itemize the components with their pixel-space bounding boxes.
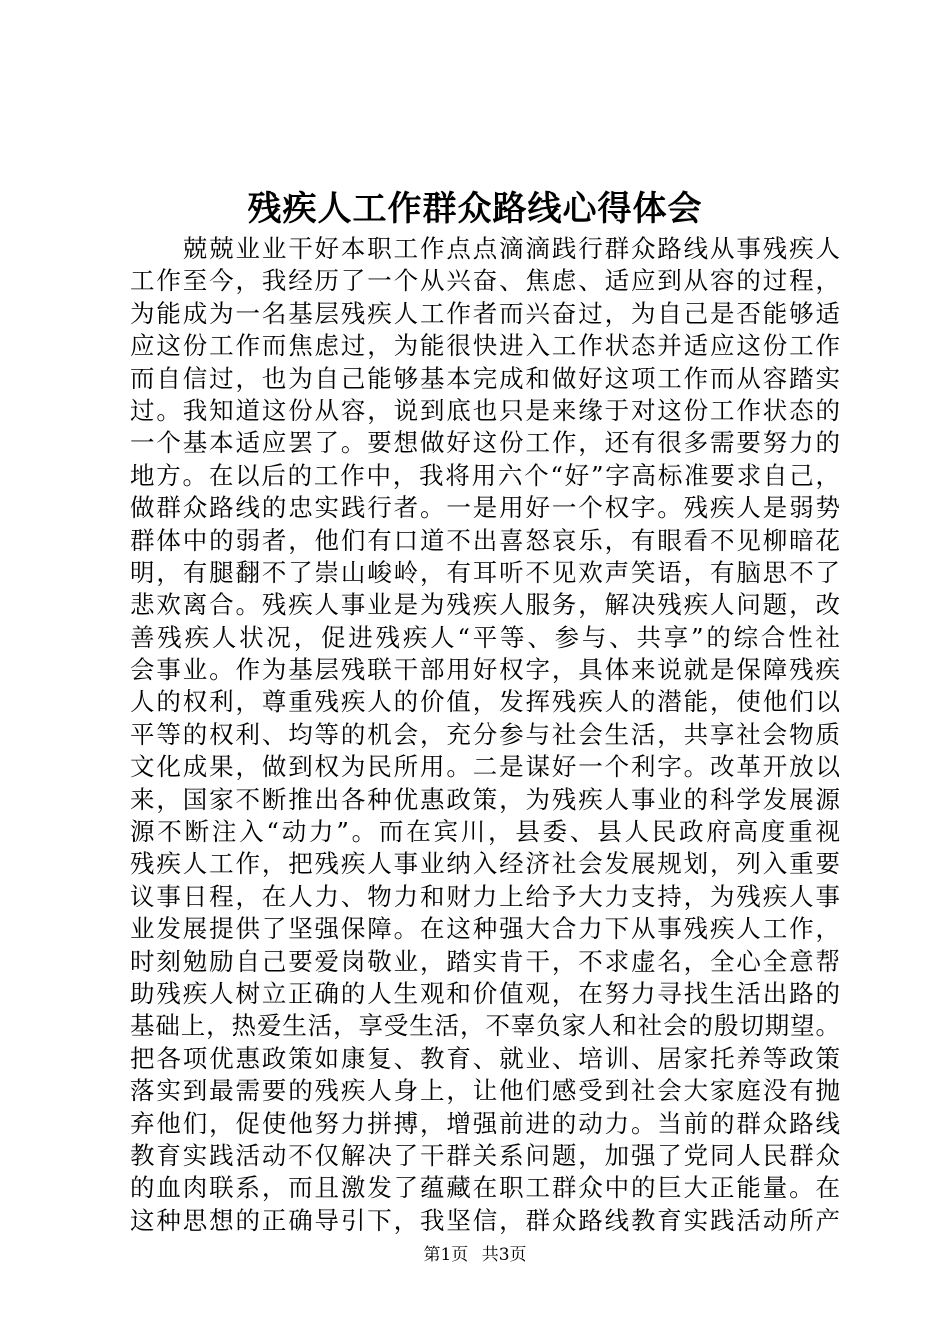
body-line: 平等的权利、均等的机会，充分参与社会生活，共享社会物质 [130,719,840,749]
page-number: 第1页 [423,1245,469,1265]
body-line: 善残疾人状况，促进残疾人“平等、参与、共享”的综合性社 [130,622,840,652]
body-line: 过。我知道这份从容，说到底也只是来缘于对这份工作状态的 [130,395,840,425]
body-line: 这种思想的正确导引下，我坚信，群众路线教育实践活动所产 [130,1205,840,1235]
document-title: 残疾人工作群众路线心得体会 [247,189,703,229]
body-line: 业发展提供了坚强保障。在这种强大合力下从事残疾人工作， [130,914,840,944]
body-line: 悲欢离合。残疾人事业是为残疾人服务，解决残疾人问题，改 [130,590,840,620]
body-line: 残疾人工作，把残疾人事业纳入经济社会发展规划，列入重要 [130,849,840,879]
body-line: 为能成为一名基层残疾人工作者而兴奋过，为自己是否能够适 [130,298,840,328]
body-line: 来，国家不断推出各种优惠政策，为残疾人事业的科学发展源 [130,784,840,814]
body-line: 应这份工作而焦虑过，为能很快进入工作状态并适应这份工作 [130,331,840,361]
body-line: 把各项优惠政策如康复、教育、就业、培训、居家托养等政策 [130,1043,840,1073]
body-line: 做群众路线的忠实践行者。一是用好一个权字。残疾人是弱势 [130,493,840,523]
body-line: 源不断注入“动力”。而在宾川，县委、县人民政府高度重视 [130,817,840,847]
body-line: 而自信过，也为自己能够基本完成和做好这项工作而从容踏实 [130,363,840,393]
body-line: 会事业。作为基层残联干部用好权字，具体来说就是保障残疾 [130,655,840,685]
body-line: 工作至今，我经历了一个从兴奋、焦虑、适应到从容的过程， [130,266,840,296]
body-line: 明，有腿翻不了崇山峻岭，有耳听不见欢声笑语，有脑思不了 [130,557,840,587]
document-body [130,233,840,1237]
body-line: 助残疾人树立正确的人生观和价值观，在努力寻找生活出路的 [130,978,840,1008]
body-line: 时刻勉励自己要爱岗敬业，踏实肯干，不求虚名，全心全意帮 [130,946,840,976]
body-line: 的血肉联系，而且激发了蕴藏在职工群众中的巨大正能量。在 [130,1173,840,1203]
body-line: 地方。在以后的工作中，我将用六个“好”字高标准要求自己， [130,460,840,490]
body-line: 文化成果，做到权为民所用。二是谋好一个利字。改革开放以 [130,752,840,782]
body-line: 一个基本适应罢了。要想做好这份工作，还有很多需要努力的 [130,428,840,458]
body-line: 兢兢业业干好本职工作点点滴滴践行群众路线从事残疾人 [130,234,840,263]
body-line: 落实到最需要的残疾人身上，让他们感受到社会大家庭没有抛 [130,1076,840,1106]
body-line: 群体中的弱者，他们有口道不出喜怒哀乐，有眼看不见柳暗花 [130,525,840,555]
page-total: 共3页 [481,1245,527,1265]
page-footer [0,1243,950,1267]
body-line: 教育实践活动不仅解决了干群关系问题，加强了党同人民群众 [130,1140,840,1170]
body-line: 基础上，热爱生活，享受生活，不辜负家人和社会的殷切期望。 [130,1011,840,1041]
body-line: 弃他们，促使他努力拼搏，增强前进的动力。当前的群众路线 [130,1108,840,1138]
body-line: 人的权利，尊重残疾人的价值，发挥残疾人的潜能，使他们以 [130,687,840,717]
body-line: 议事日程，在人力、物力和财力上给予大力支持，为残疾人事 [130,881,840,911]
